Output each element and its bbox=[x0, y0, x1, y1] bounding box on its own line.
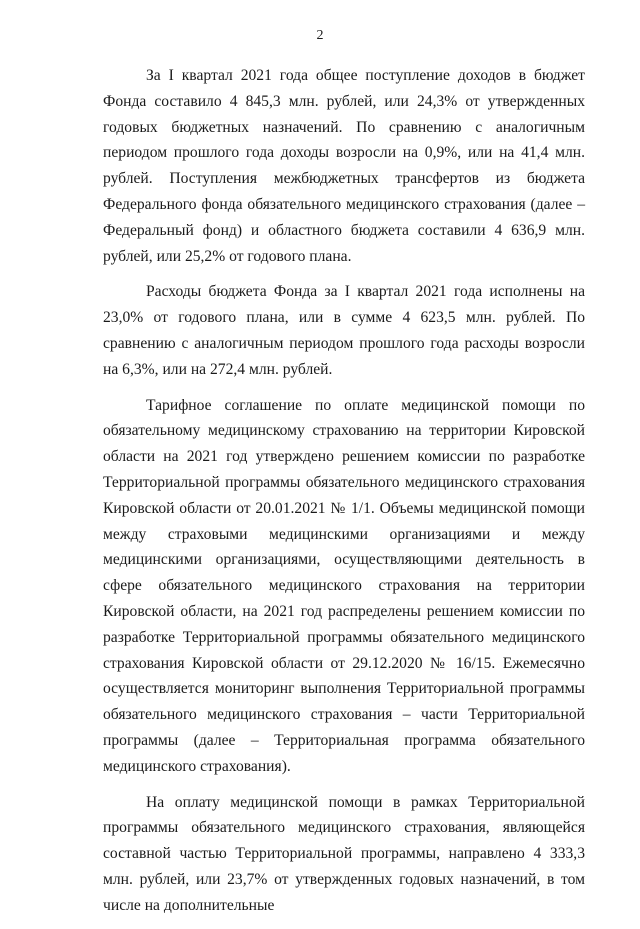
paragraph-expenses: Расходы бюджета Фонда за I квартал 2021 года исполнены на 23,0% от годового плана, или в сумме 4 623,5 млн. рублей. По сравнению с аналогичным периодом прошлого года расходы возросли на 6,3%, или на 272,4 млн. рублей. bbox=[103, 283, 585, 378]
paragraph-revenue: За I квартал 2021 года общее поступление доходов в бюджет Фонда составило 4 845,3 млн. рублей, или 24,3% от утвержденных годовых бюджетных назначений. По сравнению с аналогичным периодом прошлого года доходы возросли на 0,9%, или на 41,4 млн. рублей. Поступления межбюджетных трансфертов из бюджета Федерального фонда обязательного медицинского страхования (далее – Федеральный фонд) и областного бюджета составили 4 636,9 млн. рублей, или 25,2% от годового плана. bbox=[103, 67, 585, 265]
page-number: 2 bbox=[316, 28, 324, 43]
paragraph-medical-care-funding: На оплату медицинской помощи в рамках Территориальной программы обязательного медицинского страхования, являющейся составной частью Территориальной программы, направлено 4 333,3 млн. рублей, или 23,7% от утвержденных годовых назначений, в том числе на дополнительные bbox=[103, 793, 585, 914]
paragraph-tariff-agreement: Тарифное соглашение по оплате медицинской помощи по обязательному медицинскому страхованию на территории Кировской области на 2021 год утверждено решением комиссии по разработке Территориальной программы обязательного медицинского страхования Кировской области от 20.01.2021 № 1/1. Объемы медицинской помощи между страховыми медицинскими организациями и между медицинскими организациями, осуществляющими деятельность в сфере обязательного медицинского страхования на территории Кировской области, на 2021 год распределены решением комиссии по разработке Территориальной программы обязательного медицинского страхования Кировской области от 29.12.2020 № 16/15. Ежемесячно осуществляется мониторинг выполнения Территориальной программы обязательного медицинского страхования – части Территориальной программы (далее – Территориальная программа обязательного медицинского страхования). bbox=[103, 396, 585, 775]
document-body bbox=[103, 63, 585, 929]
